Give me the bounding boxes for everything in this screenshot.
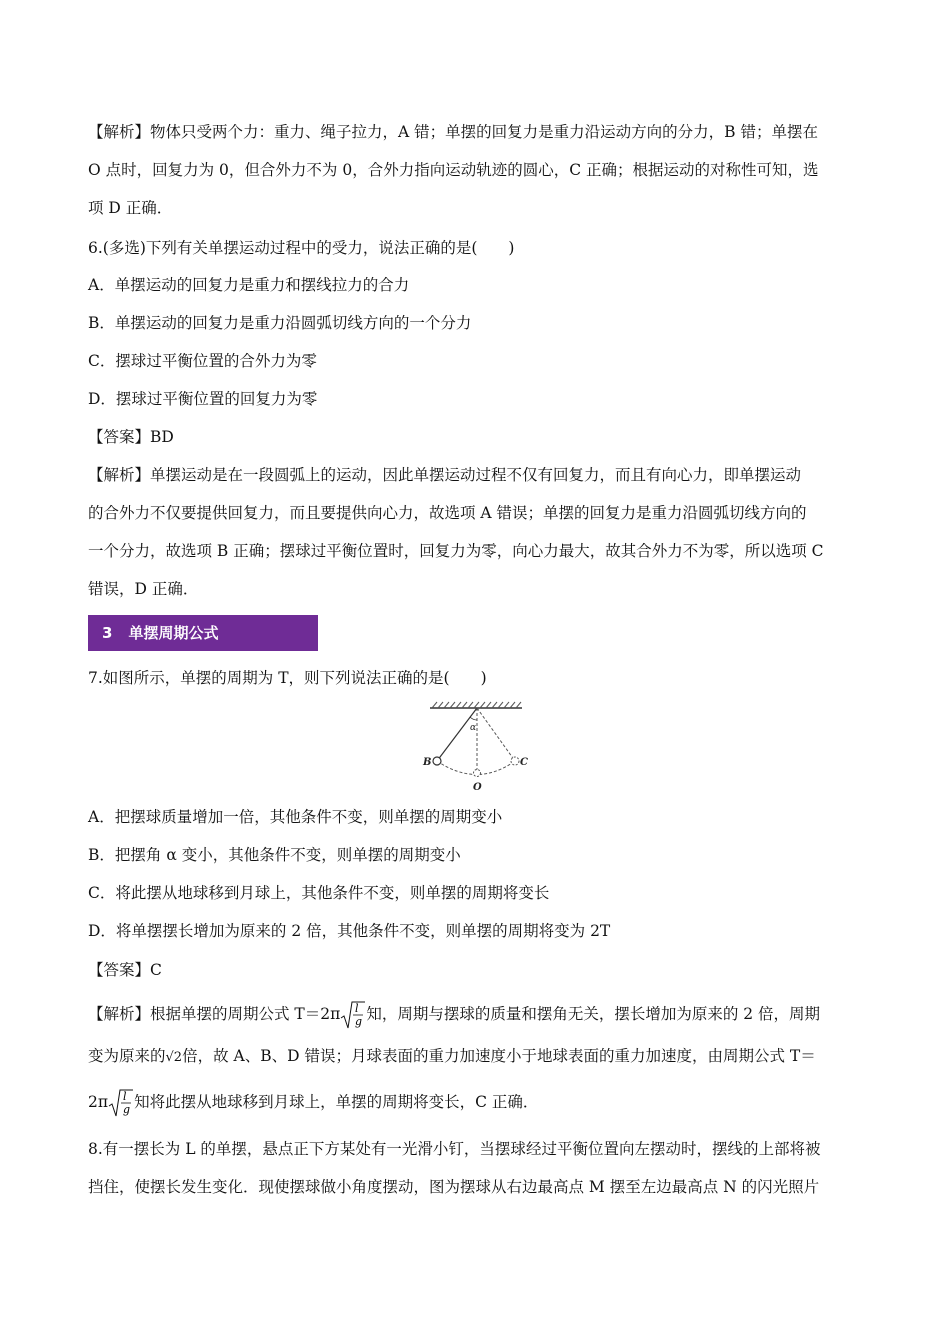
q6-stem: 6.(多选)下列有关单摆运动过程中的受力，说法正确的是( ) [88,239,515,257]
q6-analysis-line-3: 一个分力，故选项 B 正确；摆球过平衡位置时，回复力为零，向心力最大，故其合外力不为零，所以选项 C [88,542,824,560]
q7-analysis-3b: 知将此摆从地球移到月球上，单摆的周期将变长，C 正确． [134,1093,539,1111]
q7-analysis-line-1 [88,1000,868,1030]
pendulum-figure [418,700,534,796]
q6-analysis-line-1: 【解析】单摆运动是在一段圆弧上的运动，因此单摆运动过程不仅有回复力，而且有向心力，即单摆运动 [88,466,802,484]
q7-analysis-1a: 【解析】根据单摆的周期公式 T＝2π [88,1005,341,1023]
q6-option-c: C．摆球过平衡位置的合外力为零 [88,352,317,370]
q7-analysis-2b: 倍，故 A、B、D 错误；月球表面的重力加速度小于地球表面的重力加速度，由周期公式 T＝ [182,1047,816,1065]
sqrt-l-over-g-2 [108,1088,134,1118]
bob-c [511,757,519,765]
q5-analysis-line-1: 【解析】物体只受两个力：重力、绳子拉力，A 错；单摆的回复力是重力沿运动方向的分力，B 错；单摆在 [88,123,818,141]
bob-o [474,770,481,777]
frac-num-1: l [355,1002,359,1015]
q6-analysis-line-2: 的合外力不仅要提供回复力，而且要提供向心力，故选项 A 错误；单摆的回复力是重力沿圆弧切线方向的 [88,504,807,522]
q7-option-c: C．将此摆从地球移到月球上，其他条件不变，则单摆的周期将变长 [88,884,550,902]
q7-analysis-line-3 [88,1088,868,1118]
angle-arc [470,717,477,720]
section-title: 单摆周期公式 [128,624,219,642]
q7-option-d: D．将单摆摆长增加为原来的 2 倍，其他条件不变，则单摆的周期将变为 2T [88,922,611,940]
ceiling-support [430,702,522,708]
q6-option-d: D．摆球过平衡位置的回复力为零 [88,390,318,408]
sqrt-two: √2 [165,1050,183,1065]
q7-analysis-2a: 变为原来的 [88,1047,166,1065]
label-alpha: α [470,723,477,733]
q5-analysis-line-2: O 点时，回复力为 0，但合外力不为 0，合外力指向运动轨迹的圆心，C 正确；根据运动的对称性可知，选 [88,161,819,179]
q6-option-a: A．单摆运动的回复力是重力和摆线拉力的合力 [88,276,410,294]
q7-answer: 【答案】C [88,961,162,979]
q7-analysis-1b: 知，周期与摆球的质量和摆角无关，摆长增加为原来的 2 倍，周期 [366,1005,821,1023]
q6-option-b: B．单摆运动的回复力是重力沿圆弧切线方向的一个分力 [88,314,472,332]
sqrt-l-over-g-1 [340,1000,366,1030]
label-c: C [520,757,528,768]
frac-den-1: g [355,1015,363,1028]
pendulum-string-c [477,708,515,761]
bob-b [433,757,441,765]
q8-line-1: 8.有一摆长为 L 的单摆，悬点正下方某处有一光滑小钉，当摆球经过平衡位置向左摆动时，摆线的上部将被 [88,1140,821,1158]
q8-line-2: 挡住，使摆长发生变化．现使摆球做小角度摆动，图为摆球从右边最高点 M 摆至左边最高点 N 的闪光照片 [88,1178,820,1196]
q6-answer: 【答案】BD [88,428,174,446]
section-banner [88,615,318,651]
frac-num-2: l [123,1090,127,1103]
q7-analysis-3a: 2π [88,1093,109,1111]
label-b: B [423,757,432,768]
frac-den-2: g [123,1103,131,1116]
q7-stem: 7.如图所示，单摆的周期为 T，则下列说法正确的是( ) [88,669,487,687]
section-number: 3 [102,624,113,642]
q5-analysis-line-3: 项 D 正确． [88,199,173,217]
pendulum-string-b [437,708,477,761]
q6-analysis-line-4: 错误，D 正确． [88,580,199,598]
label-o: O [473,782,482,793]
q7-analysis-line-2 [88,1045,868,1069]
q7-option-a: A．把摆球质量增加一倍，其他条件不变，则单摆的周期变小 [88,808,503,826]
q7-option-b: B．把摆角 α 变小，其他条件不变，则单摆的周期变小 [88,846,461,864]
